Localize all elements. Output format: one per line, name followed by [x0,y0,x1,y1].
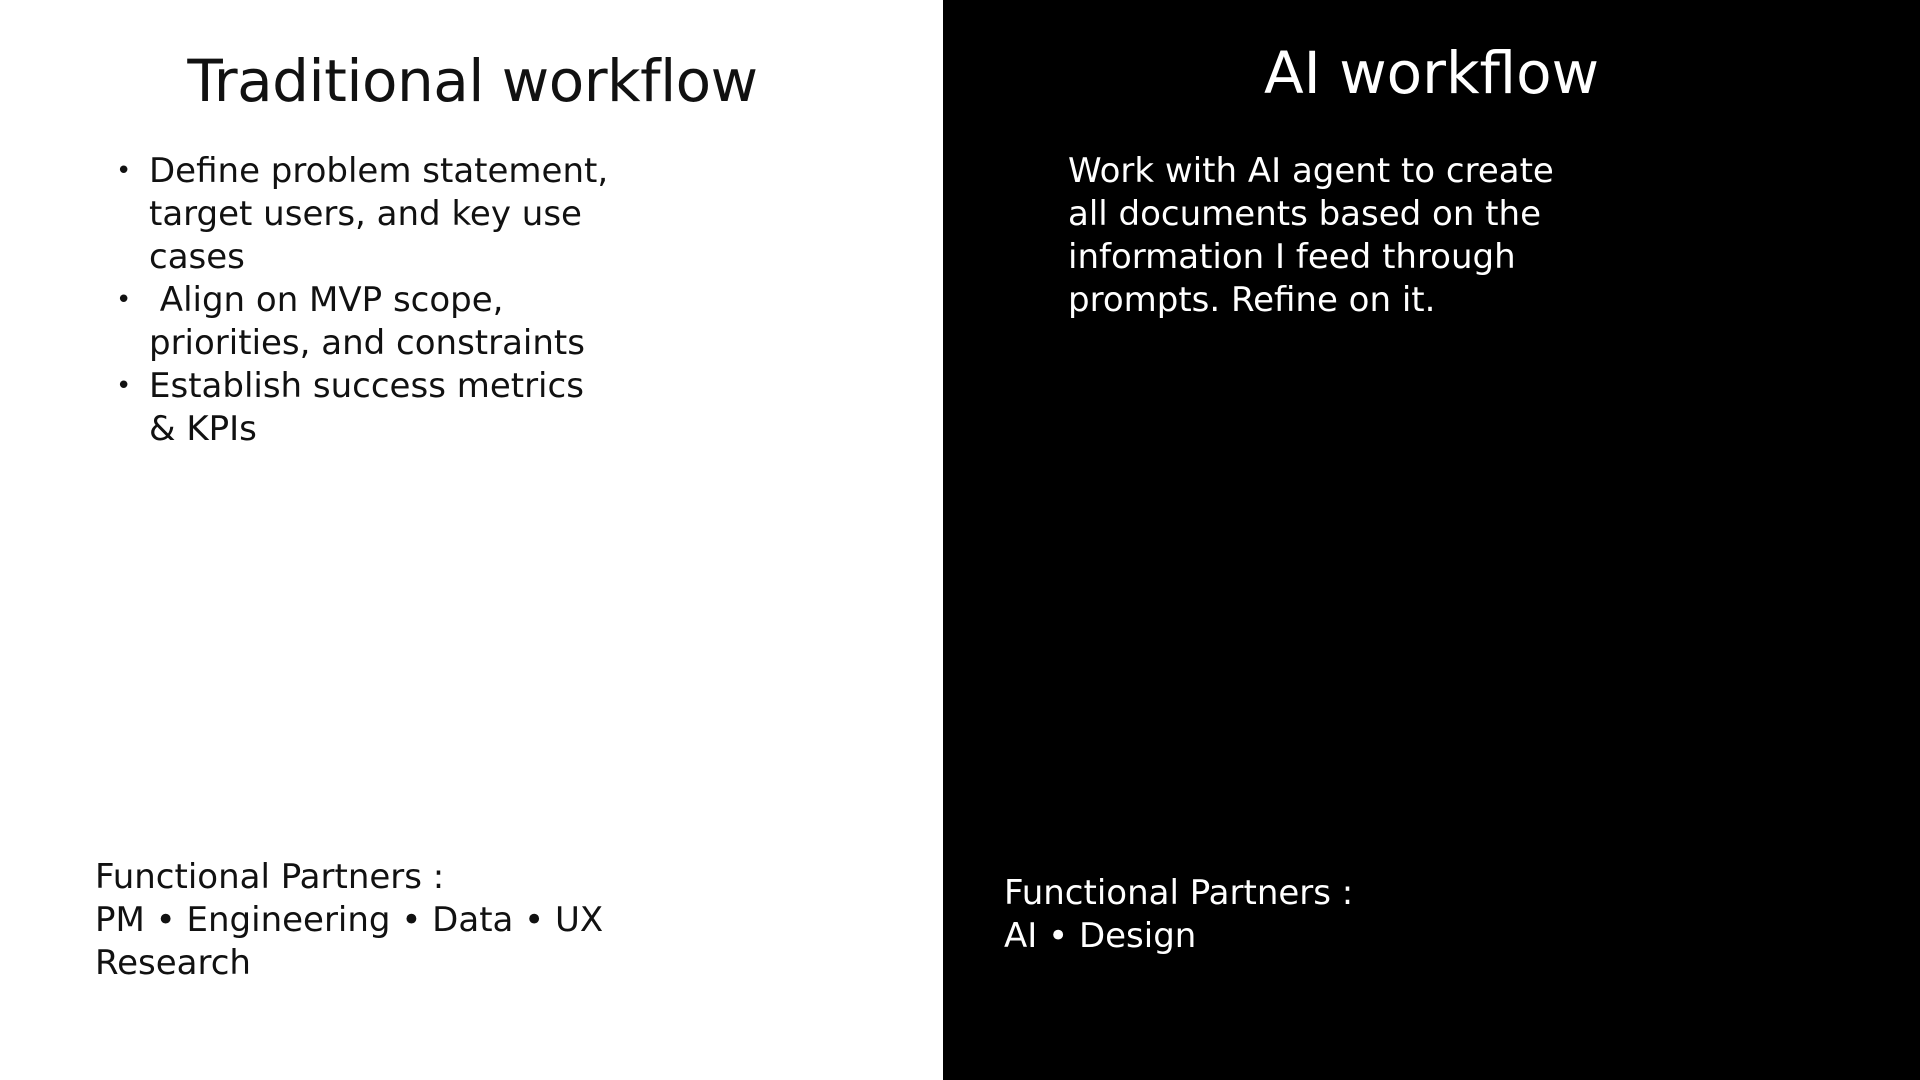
traditional-steps-list [108,150,669,451]
traditional-workflow-panel [0,0,943,1080]
ai-functional-partners [1004,872,1524,958]
list-item-line: • Establish success metrics [149,366,584,406]
ai-workflow-description [1068,150,1588,322]
list-item-line: & KPIs [149,409,257,449]
partners-heading: Functional Partners : [95,857,445,897]
partners-list-line: PM • Engineering • Data • UX [95,900,604,940]
list-item-line: priorities, and constraints [149,323,585,363]
traditional-functional-partners [95,856,615,985]
ai-workflow-title: AI workflow [1263,39,1600,107]
list-item [149,150,669,279]
description-line: all documents based on the [1068,194,1541,234]
list-item-line: cases [149,237,245,277]
traditional-workflow-title: Traditional workflow [187,47,758,115]
list-item-line: • Define problem statement, [149,151,609,191]
list-item-line: target users, and key use [149,194,582,234]
description-line: information I feed through [1068,237,1516,277]
partners-list-line: AI • Design [1004,916,1197,956]
description-line: Work with AI agent to create [1068,151,1554,191]
description-line: prompts. Refine on it. [1068,280,1436,320]
partners-heading: Functional Partners : [1004,873,1354,913]
list-item [149,279,669,365]
ai-workflow-panel [943,0,1920,1080]
list-item-line: • Align on MVP scope, [149,280,504,320]
partners-list-line: Research [95,943,251,983]
list-item [149,365,669,451]
